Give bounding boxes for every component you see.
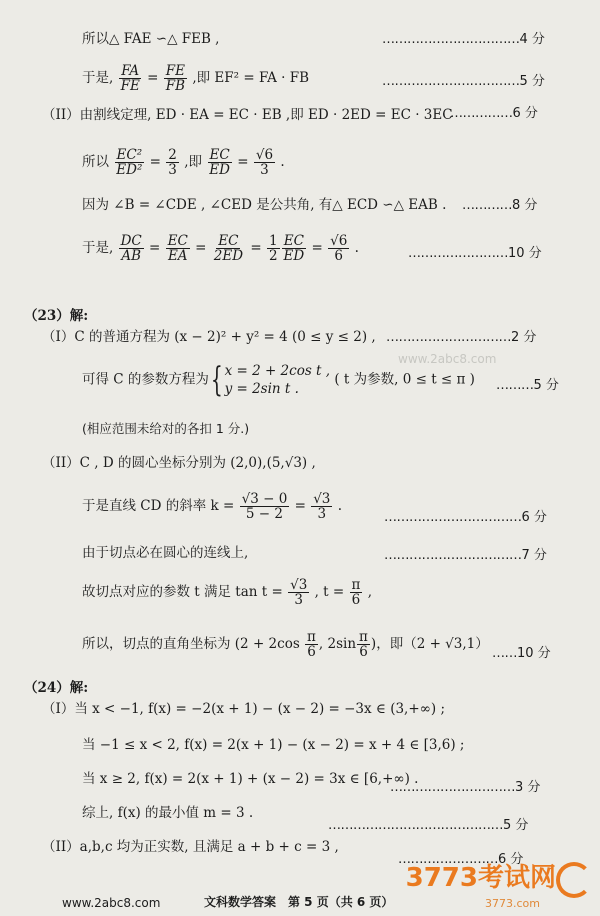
p23-note: (相应范围未给对的各扣 1 分.) bbox=[82, 421, 250, 436]
p24-line2: 当 −1 ≤ x < 2, f(x) = 2(x + 1) − (x − 2) = x + 4 ∈ [3,6) ; bbox=[82, 737, 465, 753]
p22-score2: ……………………………5 分 bbox=[382, 74, 545, 89]
p23-score5: ……………………………7 分 bbox=[384, 548, 547, 563]
p24-score5: ……………………6 分 bbox=[398, 852, 524, 867]
p22-line5: 因为 ∠B = ∠CDE , ∠CED 是公共角, 有△ ECD ∽△ EAB . bbox=[82, 197, 447, 213]
p24-line3: 当 x ≥ 2, f(x) = 2(x + 1) + (x − 2) = 3x ∈ [6,+∞) . bbox=[82, 771, 419, 787]
site-logo-url: 3773.com bbox=[485, 897, 540, 910]
p22-line2: 于是, $\frac{FA}{FE}$ = $\frac{FE}{FB}$ ,即 EF² = FA · FB bbox=[82, 63, 310, 95]
p24-heading: （24）解: bbox=[24, 680, 89, 696]
footer-page-info: 文科数学答案 第 5 页（共 6 页） bbox=[204, 895, 394, 909]
p24-score3: …………………………3 分 bbox=[390, 780, 541, 795]
p22-line6: 于是, $\frac{DC}{AB}$ = $\frac{EC}{EA}$ = $\frac{EC}{2ED}$ = $\frac{1}{2}$ $\frac{EC}{ED}$ = $\frac{√6}{6}$ . bbox=[82, 233, 359, 265]
p24-line1: （I）当 x < −1, f(x) = −2(x + 1) − (x − 2) = −3x ∈ (3,+∞) ; bbox=[42, 701, 446, 717]
footer-site: www.2abc8.com bbox=[62, 896, 161, 910]
p23-line6: 故切点对应的参数 t 满足 tan t = $\frac{√3}{3}$ , t = $\frac{\pi}{6}$ , bbox=[82, 577, 372, 609]
p23-line2: 可得 C 的参数方程为{ x = 2 + 2cos t , y = 2sin t . ( t 为参数, 0 ≤ t ≤ π ) bbox=[82, 360, 475, 400]
p23-line7: 所以，切点的直角坐标为 (2 + 2cos $\frac{\pi}{6}$ , 2sin $\frac{\pi}{6}$ )，即（2 + √3,1） bbox=[82, 629, 489, 661]
p22-score5: …………8 分 bbox=[462, 198, 538, 213]
p22-score6: ……………………10 分 bbox=[408, 246, 542, 261]
logo-mark-icon bbox=[556, 862, 592, 898]
p22-line1: 所以△ FAE ∽△ FEB , bbox=[82, 31, 220, 47]
p22-score1: ……………………………4 分 bbox=[382, 32, 545, 47]
p24-line5: （II）a,b,c 均为正实数, 且满足 a + b + c = 3 , bbox=[42, 839, 339, 855]
watermark: www.2abc8.com bbox=[398, 352, 497, 366]
p23-score7: ……10 分 bbox=[492, 646, 551, 661]
p23-line1: （I）C 的普通方程为 (x − 2)² + y² = 4 (0 ≤ y ≤ 2) , bbox=[42, 329, 376, 345]
p22-line3: （II）由割线定理, ED · EA = EC · EB ,即 ED · 2ED = EC · 3EC bbox=[42, 107, 453, 123]
p23-score1: …………………………2 分 bbox=[386, 330, 537, 345]
p22-score3: ……………6 分 bbox=[450, 106, 538, 121]
site-logo-text: 3773考试网 bbox=[405, 863, 556, 893]
p23-heading: （23）解: bbox=[24, 308, 89, 324]
p24-score4: ……………………………………5 分 bbox=[328, 818, 529, 833]
p23-score4: ……………………………6 分 bbox=[384, 510, 547, 525]
p23-score2: ………5 分 bbox=[496, 378, 559, 393]
p23-line3: （II）C , D 的圆心坐标分别为 (2,0),(5,√3) , bbox=[42, 455, 316, 471]
p23-line5: 由于切点必在圆心的连线上, bbox=[82, 545, 249, 561]
p22-line4: 所以 $\frac{\text{EC²}}{\text{ED²}}$ = $\frac{2}{3}$ ,即 $\frac{EC}{ED}$ = $\frac{√6}{3}$ . bbox=[82, 147, 285, 179]
p23-line4: 于是直线 CD 的斜率 k = $\frac{√3 - 0}{5 - 2}$ = $\frac{√3}{3}$ . bbox=[82, 491, 342, 523]
p24-line4: 综上, f(x) 的最小值 m = 3 . bbox=[82, 805, 254, 821]
